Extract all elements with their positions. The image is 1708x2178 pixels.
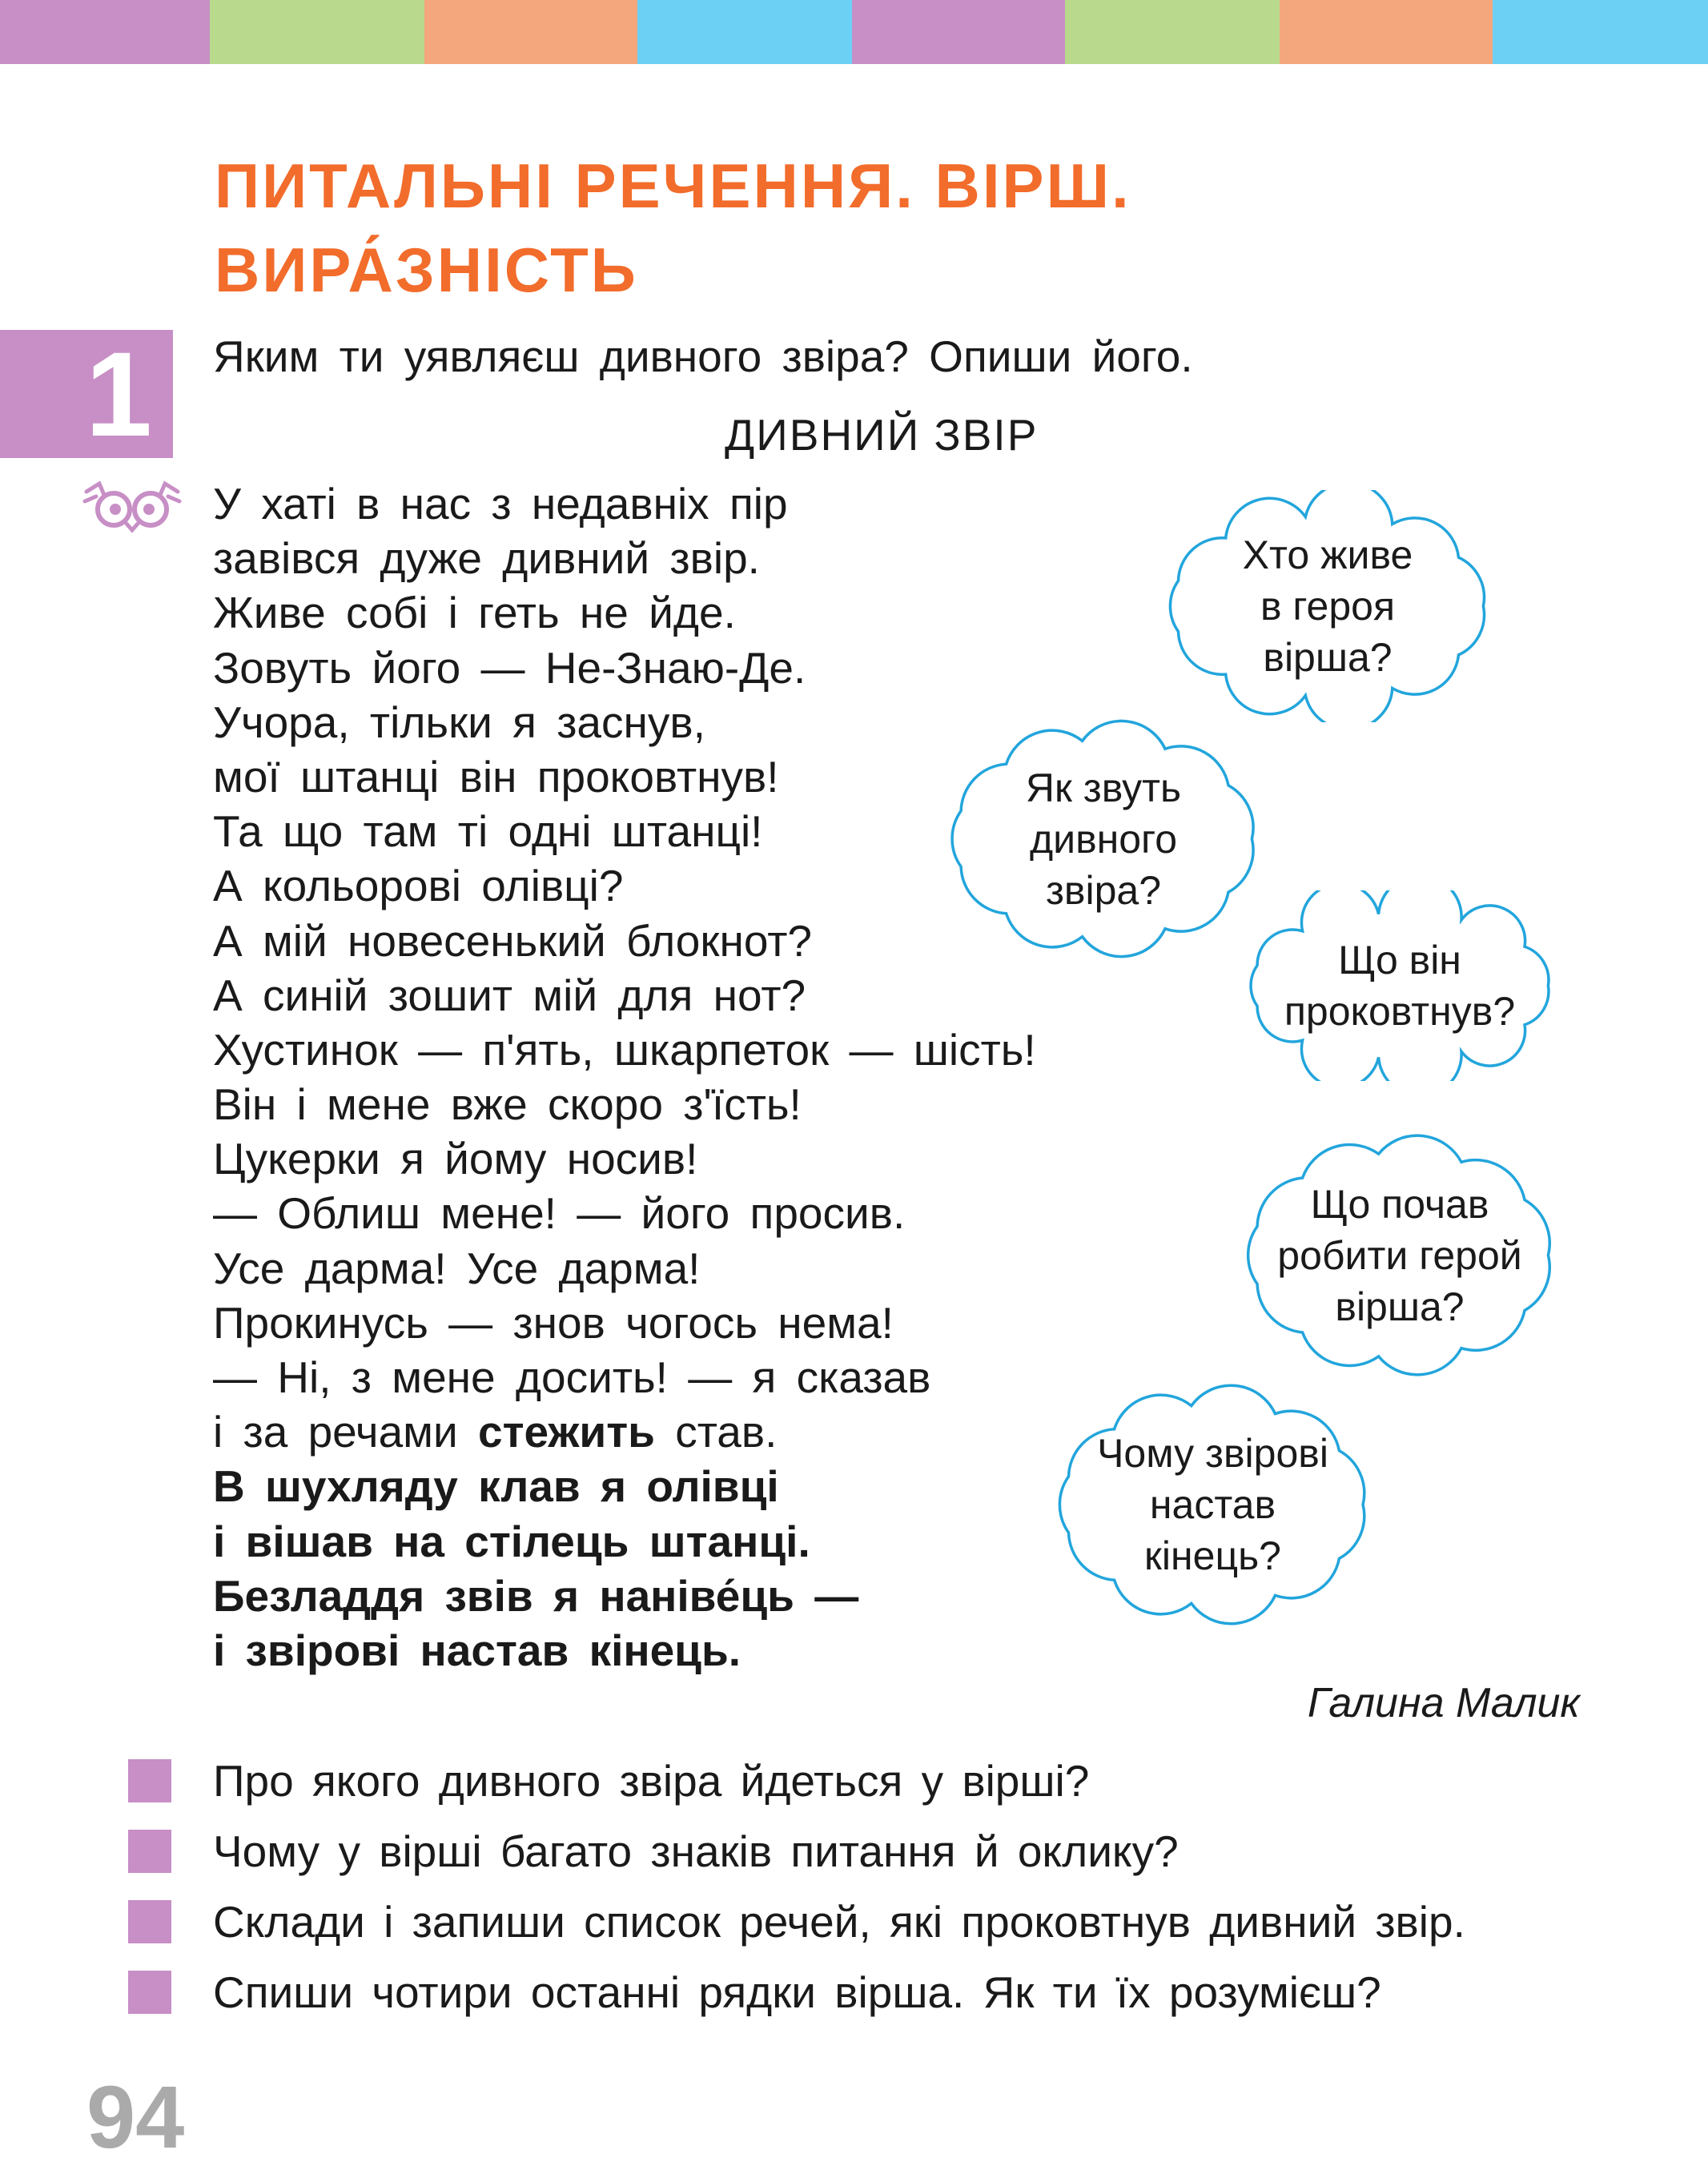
poem-line xyxy=(213,968,1174,1023)
question-item xyxy=(128,1816,1650,1887)
poem-line xyxy=(213,585,1174,640)
poem-line-text: Цукерки я йому носив! xyxy=(213,1134,698,1184)
poem-line xyxy=(213,1404,1174,1459)
stripe-segment xyxy=(1493,0,1708,64)
stripe-segment xyxy=(0,0,210,64)
stripe-segment xyxy=(424,0,637,64)
poem-line-text: А синій зошит мій для нот? xyxy=(213,970,806,1020)
cloud-question-text: Що почав робити герой вірша? xyxy=(1277,1181,1522,1329)
stripe-segment xyxy=(637,0,852,64)
poem-line xyxy=(213,476,1174,531)
poem-line xyxy=(213,1569,1174,1623)
poem-line-bold: стежить xyxy=(478,1407,655,1457)
square-bullet-icon xyxy=(128,1971,171,2014)
question-cloud xyxy=(1035,1377,1391,1632)
poem-line-text: У хаті в нас з недавніх пір xyxy=(213,479,788,528)
poem-line xyxy=(213,1131,1174,1186)
poem-line-bold: і звірові настав кінець. xyxy=(213,1625,741,1675)
page-title: ПИТАЛЬНІ РЕЧЕННЯ. ВІРШ. ВИРА́ЗНІСТЬ xyxy=(215,151,1131,305)
poem-line xyxy=(213,1623,1174,1678)
poem-line-bold: В шухляду клав я олівці xyxy=(213,1461,779,1512)
color-stripe xyxy=(0,0,1708,64)
question-text: Спиши чотири останні рядки вірша. Як ти їх розумієш? xyxy=(213,1967,1381,2017)
stripe-segment xyxy=(210,0,424,64)
poem-line xyxy=(213,531,1174,585)
owl-eyes-icon xyxy=(80,477,184,533)
poem xyxy=(213,476,1174,1678)
poem-line-text: — Ні, з мене досить! — я сказав xyxy=(213,1352,931,1402)
stripe-segment xyxy=(1280,0,1493,64)
poem-line-text: Живе собі і геть не йде. xyxy=(213,588,736,638)
square-bullet-icon xyxy=(128,1830,171,1873)
cloud-question-text: Як звуть дивного звіра? xyxy=(1025,765,1182,913)
question-text: Склади і запиши список речей, які проковтнув дивний звір. xyxy=(213,1897,1465,1947)
poem-line-text: Учора, тільки я заснув, xyxy=(213,697,705,747)
square-bullet-icon xyxy=(128,1900,171,1943)
poem-line-text: і за речами xyxy=(213,1407,478,1457)
poem-line-text: завівся дуже дивний звір. xyxy=(213,533,760,584)
poem-line-text: Він і мене вже скоро з'їсть! xyxy=(213,1079,802,1130)
question-item xyxy=(128,1957,1650,2027)
task-number-badge: 1 xyxy=(0,330,173,458)
question-cloud xyxy=(1224,1125,1576,1385)
poem-line xyxy=(213,1459,1174,1513)
page-number: 94 xyxy=(86,2068,185,2167)
poem-line-text: А мій новесенький блокнот? xyxy=(213,915,812,966)
poem-author: Галина Малик xyxy=(1307,1680,1580,1726)
poem-title: ДИВНИЙ ЗВІР xyxy=(725,410,1039,460)
question-text: Чому у вірші багато знаків питання й оклику? xyxy=(213,1826,1179,1876)
poem-line-text: Усе дарма! Усе дарма! xyxy=(213,1243,701,1293)
question-cloud xyxy=(1143,490,1512,722)
poem-line xyxy=(213,1077,1174,1131)
poem-line-text: Прокинусь — знов чогось нема! xyxy=(213,1297,894,1348)
poem-line-text: Та що там ті одні штанці! xyxy=(213,806,763,857)
poem-line-bold: Безладдя звів я наніве́ць — xyxy=(213,1570,859,1621)
poem-line-text: мої штанці він проковтнув! xyxy=(213,751,779,802)
poem-line xyxy=(213,1296,1174,1350)
poem-line xyxy=(213,1241,1174,1296)
question-cloud xyxy=(1224,890,1576,1081)
poem-line xyxy=(213,641,1174,695)
square-bullet-icon xyxy=(128,1759,171,1802)
poem-line xyxy=(213,1023,1174,1077)
poem-line xyxy=(213,1186,1174,1240)
stripe-segment xyxy=(852,0,1065,64)
question-text: Про якого дивного звіра йдеться у вірші? xyxy=(213,1756,1090,1806)
question-list xyxy=(128,1746,1650,2027)
poem-line-text: А кольорові олівці? xyxy=(213,861,624,911)
stripe-segment xyxy=(1065,0,1280,64)
cloud-question-text: Чому звірові настав кінець? xyxy=(1097,1431,1328,1578)
question-item xyxy=(128,1746,1650,1816)
poem-line-text: Зовуть його — Не-Знаю-Де. xyxy=(213,642,806,693)
poem-line-bold: і вішав на стілець штанці. xyxy=(213,1516,810,1566)
cloud-question-text: Що він проковтнув? xyxy=(1284,938,1516,1034)
poem-line-text: Хустинок — п'ять, шкарпеток — шість! xyxy=(213,1024,1036,1075)
cloud-question-text: Хто живе в героя вірша? xyxy=(1242,532,1413,680)
poem-line xyxy=(213,1514,1174,1569)
poem-line-text: — Облиш мене! — його просив. xyxy=(213,1188,906,1239)
poem-line-text: став. xyxy=(654,1407,778,1457)
question-item xyxy=(128,1887,1650,1957)
task-prompt: Яким ти уявляєш дивного звіра? Опиши його. xyxy=(213,332,1193,381)
poem-line xyxy=(213,1350,1174,1404)
